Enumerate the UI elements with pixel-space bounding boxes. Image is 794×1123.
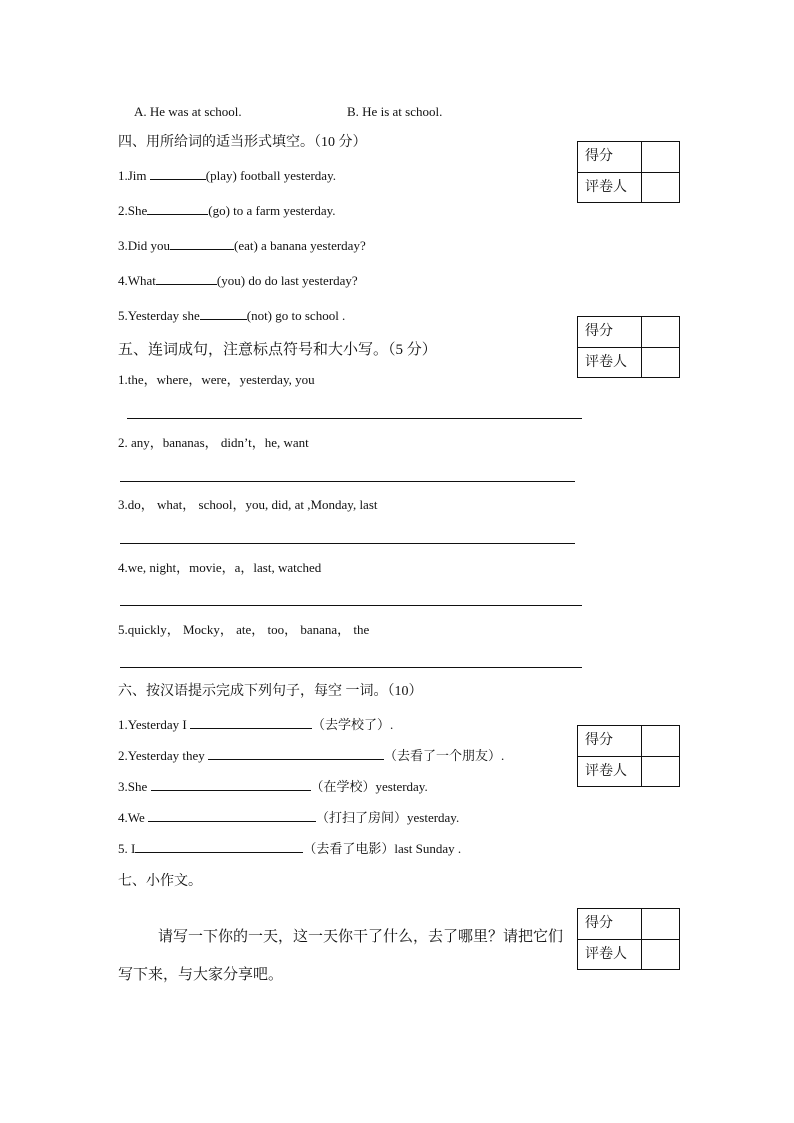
section6-item-2: 2.Yesterday they （去看了一个朋友）. [118,748,505,763]
answer-line[interactable] [120,481,575,482]
score-label: 得分 [585,324,613,339]
section6-item-5: 5. I （去看了电影）last Sunday . [118,841,462,856]
answer-blank[interactable] [208,747,384,760]
grader-label: 评卷人 [585,355,627,370]
score-label: 得分 [585,916,613,931]
answer-blank[interactable] [151,778,311,791]
section5-item-1: 1.the，where，were，yesterday, you [118,372,315,387]
section4-title: 四、用所给词的适当形式填空。（10 分） [118,135,367,150]
score-box [577,316,680,378]
answer-blank[interactable] [147,202,208,215]
section5-item-5: 5.quickly， Mocky， ate， too， banana， the [118,622,370,637]
score-box [577,141,680,203]
option-a: A. He was at school. [134,104,242,119]
score-row [578,317,679,348]
grader-row [578,348,679,378]
answer-blank[interactable] [156,272,217,285]
section4-item-1: 1.Jim (play) football yesterday. [118,168,336,183]
grader-row [578,173,679,203]
score-label: 得分 [585,733,613,748]
section6-item-1: 1.Yesterday I （去学校了）. [118,717,394,732]
answer-blank[interactable] [135,840,303,853]
column-divider [641,909,642,969]
section6-item-3: 3.She （在学校）yesterday. [118,779,428,794]
grader-row [578,757,679,787]
score-row [578,726,679,757]
section4-item-4: 4.What (you) do do last yesterday? [118,273,358,288]
section6-item-4: 4.We （打扫了房间）yesterday. [118,810,460,825]
answer-blank[interactable] [150,167,206,180]
answer-line[interactable] [120,667,582,668]
section5-item-4: 4.we, night，movie，a，last, watched [118,560,322,575]
section6-title: 六、按汉语提示完成下列句子，每空 一词。（10） [118,684,423,699]
grader-label: 评卷人 [585,947,627,962]
answer-blank[interactable] [200,307,247,320]
section7-title: 七、小作文。 [118,874,202,889]
grader-label: 评卷人 [585,764,627,779]
score-row [578,909,679,940]
answer-line[interactable] [120,605,582,606]
answer-blank[interactable] [190,716,312,729]
answer-line[interactable] [127,418,582,419]
column-divider [641,726,642,786]
answer-blank[interactable] [148,809,316,822]
section4-item-3: 3.Did you (eat) a banana yesterday? [118,238,366,253]
grader-label: 评卷人 [585,180,627,195]
grader-row [578,940,679,970]
section5-item-2: 2. any，bananas， didn’t，he, want [118,435,309,450]
score-box [577,908,680,970]
score-label: 得分 [585,149,613,164]
column-divider [641,142,642,202]
answer-line[interactable] [120,543,575,544]
essay-prompt: 请写一下你的一天，这一天你干了什么，去了哪里？请把它们写下来，与大家分享吧。 [118,929,564,983]
score-row [578,142,679,173]
score-box [577,725,680,787]
section4-item-2: 2.She (go) to a farm yesterday. [118,203,336,218]
section4-item-5: 5.Yesterday she (not) go to school . [118,308,346,323]
answer-blank[interactable] [170,237,234,250]
section5-item-3: 3.do， what， school，you, did, at ,Monday, last [118,497,378,512]
option-b: B. He is at school. [347,104,443,119]
column-divider [641,317,642,377]
section5-title: 五、连词成句，注意标点符号和大小写。（5 分） [118,342,437,358]
